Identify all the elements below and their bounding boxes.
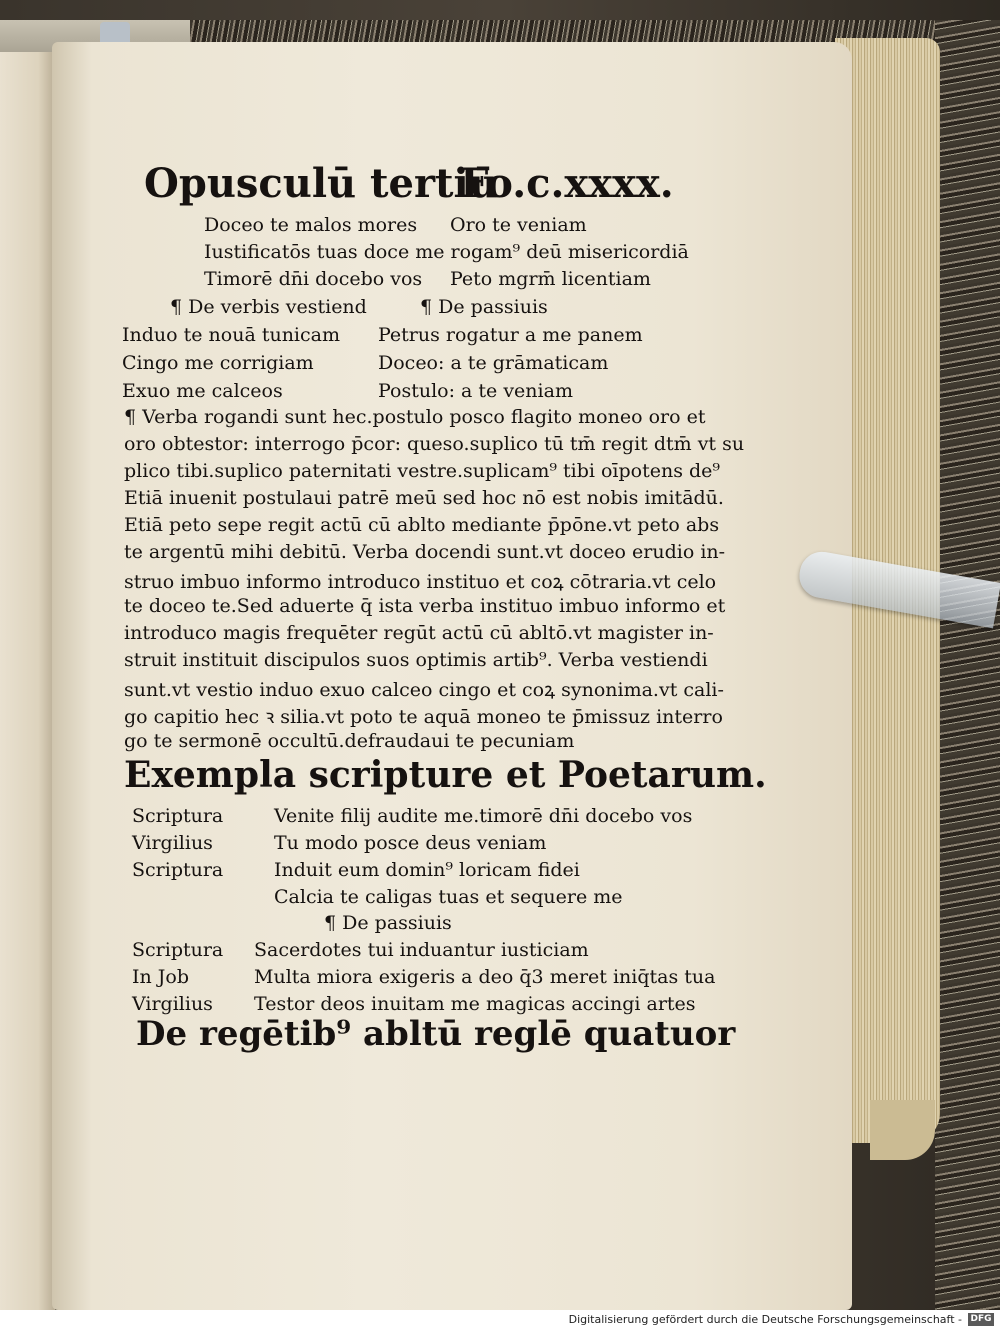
subheading-line [170,296,367,318]
paragraph-line: te doceo te.Sed aduerte q̄ ista verba instituo imbuo informo et [124,595,726,617]
right-page [52,42,852,1310]
subheading-text: De passiuis [438,296,548,318]
example-source: Virgilius [132,993,213,1015]
paragraph-line: go capitio hec ꝛ silia.vt poto te aquā moneo te p̄missuz interro [124,706,723,728]
folio-number: Fo.c.xxxx. [460,160,674,207]
footer-bar [0,1310,1000,1330]
paragraph-line: introduco magis frequēter regūt actū cū abltō.vt magister in- [124,622,714,644]
example-text: Venite filij audite me.timorē dn̄i docebo vos [274,805,693,827]
text-line: Petrus rogatur a me panem [378,324,643,346]
text-line: Doceo te malos mores [204,214,418,236]
example-source: Scriptura [132,859,224,881]
section-heading: Exempla scripture et Poetarum. [124,754,767,796]
text-line: Postulo: a te veniam [378,380,573,402]
paragraph-line: oro obtestor: interrogo p̄cor: queso.suplico tū tm̄ regit dtm̄ vt su [124,433,745,455]
pilcrow-icon: ¶ [124,406,143,428]
section-heading: De regētib⁹ abltū reglē quatuor [136,1014,736,1054]
example-text: Sacerdotes tui induantur iusticiam [254,939,589,961]
example-text: Induit eum domin⁹ loricam fidei [274,859,580,881]
example-source: In Job [132,966,189,988]
paragraph-line: plico tibi.suplico paternitati vestre.suplicam⁹ tibi oīpotens de⁹ [124,460,721,482]
text-line: Cingo me corrigiam [122,352,314,374]
subheading-line [420,296,548,318]
text-line: Induo te nouā tunicam [122,324,340,346]
paragraph-line: go te sermonē occultū.defraudaui te pecuniam [124,730,575,752]
text-line: Timorē dn̄i docebo vos [204,268,423,290]
example-source: Scriptura [132,939,224,961]
pilcrow-icon: ¶ [170,296,189,318]
text-line: Iustificatōs tuas doce me rogam⁹ deū misericordiā [204,241,689,263]
subheading-line [324,912,452,934]
page-block-corner [870,1100,935,1160]
funding-notice: Digitalisierung gefördert durch die Deutsche Forschungsgemeinschaft - [568,1313,962,1326]
running-title: Opusculū tertiū [144,160,498,207]
text-line: Peto mgrm̄ licentiam [450,268,651,290]
text-line: Oro te veniam [450,214,587,236]
example-source: Virgilius [132,832,213,854]
paragraph-line: sunt.vt vestio induo exuo calceo cingo et coꝝ synonima.vt cali- [124,679,724,701]
paragraph-line: struit instituit discipulos suos optimis artib⁹. Verba vestiendi [124,649,708,671]
paragraph-line: Etiā inuenit postulaui patrē meū sed hoc nō est nobis imitādū. [124,487,724,509]
subheading-text: De passiuis [342,912,452,934]
pilcrow-icon: ¶ [420,296,439,318]
text-line: Doceo: a te grāmaticam [378,352,609,374]
paragraph-line: te argentū mihi debitū. Verba docendi sunt.vt doceo erudio in- [124,541,726,563]
example-text: Multa miora exigeris a deo q̄3 meret iniq̄tas tua [254,966,716,988]
example-text: Testor deos inuitam me magicas accingi artes [254,993,696,1015]
example-text: Calcia te caligas tuas et sequere me [274,886,623,908]
dfg-logo: DFG [968,1313,994,1326]
left-page-edge [0,52,55,1310]
paragraph-line: struo imbuo informo introduco instituo et coꝝ cōtraria.vt celo [124,571,717,593]
example-source: Scriptura [132,805,224,827]
subheading-text: De verbis vestiend [188,296,367,318]
example-text: Tu modo posce deus veniam [274,832,547,854]
paragraph-text: Verba rogandi sunt hec.postulo posco flagito moneo oro et [142,406,706,428]
paragraph-line: Etiā peto sepe regit actū cū ablto mediante p̄pōne.vt peto abs [124,514,720,536]
text-line: Exuo me calceos [122,380,283,402]
book-cover-right [935,20,1000,1310]
paragraph-line [124,406,705,428]
pilcrow-icon: ¶ [324,912,343,934]
